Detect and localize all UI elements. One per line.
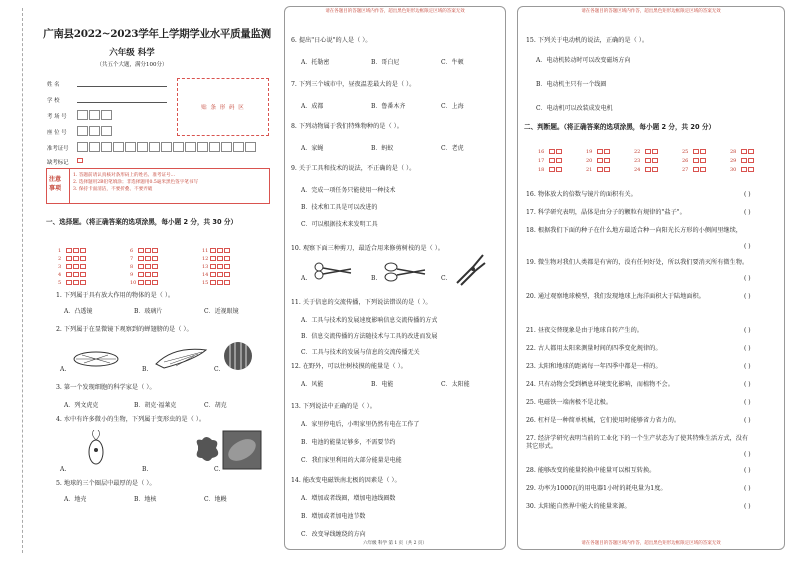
answer-blank[interactable]: ( ) <box>744 345 751 352</box>
question-4: 4. 水中有许多微小的生物，下列属于变形虫的是（ ）。 <box>56 416 206 423</box>
exam-note: （共五个大题，满分100分） <box>96 62 168 68</box>
answer-number: 22 <box>634 148 641 155</box>
exam-room-box[interactable] <box>89 110 100 120</box>
q11-option-c: C．工具与技术的发展与信息的交流传播无关 <box>301 349 420 356</box>
q10-option-a: A. <box>301 275 308 282</box>
microbe-image-b <box>192 434 222 466</box>
answer-number: 1 <box>58 247 62 254</box>
exam-room-label: 考 场 号 <box>47 114 67 120</box>
answer-sheet-1[interactable] <box>58 240 268 286</box>
answer-blank[interactable]: ( ) <box>744 191 751 198</box>
q8-option-c: C．老虎 <box>441 145 464 152</box>
middle-top-bar: 请在各题目的答题区域内作答，超出黑色矩形边框限定区域的答案无效 <box>325 9 465 14</box>
answer-row[interactable] <box>634 141 659 155</box>
question-6: 6. 提出"日心说"的人是（ ）。 <box>291 37 372 44</box>
answer-row[interactable] <box>202 264 231 278</box>
answer-number: 24 <box>634 166 641 173</box>
answer-row[interactable] <box>58 248 87 262</box>
right-footer-bar: 请在各题目的答题区域内作答，超出黑色矩形边框限定区域的答案无效 <box>581 541 721 546</box>
q12-option-c: C．太阳能 <box>441 381 470 388</box>
q10-option-c: C. <box>441 275 448 282</box>
question-9: 9. 关于工具和技术的说法，不正确的是（ ）。 <box>291 165 416 172</box>
answer-number: 25 <box>682 148 689 155</box>
statement-18: 18. 根据我们下面的种子在什么地方最适合种一向阳光长方形的小侧间里继续， <box>526 227 742 234</box>
question-14: 14. 能改变电磁铁南北极的因素是（ ）。 <box>291 477 401 484</box>
q2-option-c: C. <box>214 366 221 373</box>
binding-line <box>22 8 23 553</box>
q11-option-b: B．信息交流传播的方法随技术与工具的改进而发展 <box>301 333 438 340</box>
q8-option-a: A．家蝇 <box>301 145 324 152</box>
wing-image-b <box>154 344 210 370</box>
exam-title: 广南县2022~2023学年上学期学业水平质量监测 <box>43 28 271 40</box>
section1-title: 一、选择题。（将正确答案的选项涂黑，每小题 2 分，共 30 分） <box>46 218 238 226</box>
answer-blank[interactable]: ( ) <box>744 243 751 250</box>
answer-row[interactable] <box>634 159 659 173</box>
answer-row[interactable] <box>586 141 611 155</box>
question-10: 10. 观察下面三种剪刀，最适合用来修剪树枝的是（ ）。 <box>291 245 444 252</box>
answer-number: 9 <box>130 271 134 278</box>
ticket-label: 准考证号 <box>47 146 69 152</box>
answer-blank[interactable]: ( ) <box>744 399 751 406</box>
answer-row[interactable] <box>58 256 87 270</box>
q2-option-b: B. <box>142 366 149 373</box>
q5-option-a: A．地壳 <box>64 496 87 503</box>
answer-bubble[interactable] <box>224 280 230 285</box>
answer-number: 11 <box>202 247 209 254</box>
answer-row[interactable] <box>730 159 755 173</box>
statement-20: 20. 通过观察地球模型，我们发现地球上海洋面积大于陆地面积。 <box>526 293 705 300</box>
q6-option-c: C．牛顿 <box>441 59 464 66</box>
answer-blank[interactable]: ( ) <box>744 327 751 334</box>
notice-box <box>46 168 270 204</box>
seat-box[interactable] <box>89 126 100 136</box>
answer-number: 16 <box>538 148 545 155</box>
answer-sheet-2[interactable] <box>538 141 778 177</box>
question-1: 1. 下列属于具有放大作用的物体的是（ ）。 <box>56 292 175 299</box>
statement-27: 27. 经济学研究表明当前的工业化下的一个生产状态为了使其特殊生活方式，没有其它形式。 <box>526 435 749 450</box>
question-2: 2. 下列属于在显微镜下观察到的蝉翅膀的是（ ）。 <box>56 326 193 333</box>
answer-number: 4 <box>58 271 62 278</box>
answer-bubble[interactable] <box>80 280 86 285</box>
answer-bubble[interactable] <box>741 167 747 172</box>
answer-number: 26 <box>682 157 689 164</box>
answer-row[interactable] <box>202 240 231 254</box>
statement-24: 24. 只有动物会受到栖息环境变化影响，而植物不会。 <box>526 381 674 388</box>
answer-number: 30 <box>730 166 737 173</box>
exam-room-box[interactable] <box>77 110 88 120</box>
q6-option-a: A．托勒密 <box>301 59 330 66</box>
q1-option-a: A．凸透镜 <box>64 308 93 315</box>
answer-row[interactable] <box>682 159 707 173</box>
answer-blank[interactable]: ( ) <box>744 275 751 282</box>
answer-row[interactable] <box>58 240 87 254</box>
answer-number: 2 <box>58 255 62 262</box>
statement-22: 22. 古人都用太阳来测量时间的四季变化规律的。 <box>526 345 662 352</box>
q15-option-a: A．电动机转动时可以改变磁场方向 <box>536 57 631 64</box>
answer-number: 18 <box>538 166 545 173</box>
answer-row[interactable] <box>682 141 707 155</box>
answer-row[interactable] <box>130 240 159 254</box>
question-5: 5. 地球的三个圈层中最厚的是（ ）。 <box>56 480 156 487</box>
q14-option-b: B．增加或者加电池节数 <box>301 513 366 520</box>
q5-option-c: C．地幔 <box>204 496 227 503</box>
answer-row[interactable] <box>538 159 563 173</box>
q6-option-b: B．哥白尼 <box>371 59 400 66</box>
answer-row[interactable] <box>586 150 611 164</box>
q3-option-b: B．胡克·福莱克 <box>134 402 177 409</box>
question-7: 7. 下列三个城市中，昼夜温差最大的是（ ）。 <box>291 81 416 88</box>
answer-bubble[interactable] <box>604 167 610 172</box>
q13-option-c: C．我们家里利用的大部分能量是电能 <box>301 457 402 464</box>
answer-bubble[interactable] <box>73 280 79 285</box>
q3-option-c: C．胡克 <box>204 402 227 409</box>
q9-option-c: C．可以根据技术来发明工具 <box>301 221 378 228</box>
answer-row[interactable] <box>130 256 159 270</box>
answer-row[interactable] <box>202 256 231 270</box>
notice-label: 注意 事项 <box>49 176 62 192</box>
answer-number: 14 <box>202 271 209 278</box>
barcode-label: 贴 条 形 码 区 <box>201 105 245 111</box>
answer-row[interactable] <box>730 141 755 155</box>
answer-bubble[interactable] <box>217 280 223 285</box>
answer-number: 5 <box>58 279 62 286</box>
answer-blank[interactable]: ( ) <box>744 451 751 458</box>
q12-option-a: A．风能 <box>301 381 324 388</box>
q14-option-a: A．增加或者线圈，增加电池线圈数 <box>301 495 396 502</box>
answer-bubble[interactable] <box>210 280 216 285</box>
answer-blank[interactable]: ( ) <box>744 503 751 510</box>
binding-note <box>2 150 20 190</box>
answer-bubble[interactable] <box>748 167 754 172</box>
answer-number: 10 <box>130 279 137 286</box>
q1-option-b: B．玻璃片 <box>134 308 163 315</box>
q7-option-c: C．上海 <box>441 103 464 110</box>
question-13: 13. 下列说法中正确的是（ ）。 <box>291 403 376 410</box>
school-field[interactable] <box>77 102 167 103</box>
answer-blank[interactable]: ( ) <box>744 381 751 388</box>
exam-room-box[interactable] <box>101 110 112 120</box>
answer-blank[interactable]: ( ) <box>744 467 751 474</box>
answer-blank[interactable]: ( ) <box>744 417 751 424</box>
absent-mark-box[interactable] <box>77 158 83 163</box>
question-11: 11. 关于信息的交流传播，下列说法错误的是（ ）。 <box>291 299 432 306</box>
q15-option-c: C．电动机可以改装成发电机 <box>536 105 613 112</box>
answer-blank[interactable]: ( ) <box>744 209 751 216</box>
answer-row[interactable] <box>202 272 231 286</box>
statement-28: 28. 能够改变的能量转换中能量可以相互转换。 <box>526 467 656 474</box>
ticket-number-boxes[interactable] <box>77 142 267 152</box>
answer-number: 17 <box>538 157 545 164</box>
statement-29: 29. 功率为1000瓦的用电器1小时的耗电量为1度。 <box>526 485 667 492</box>
pruner-image-c <box>453 253 487 291</box>
answer-row[interactable] <box>130 264 159 278</box>
q9-option-b: B．技术和工具是可以改进的 <box>301 204 378 211</box>
scissors-image-b <box>383 261 427 287</box>
absent-label: 缺考标记 <box>47 160 69 166</box>
q11-option-a: A．工具与技术的发展速度影响信息交流传播的方式 <box>301 317 438 324</box>
school-label: 学 校 <box>47 98 60 104</box>
q8-option-b: B．蚂蚁 <box>371 145 394 152</box>
statement-26: 26. 杠杆是一种简单机械，它们使用时能够省力省力的。 <box>526 417 681 424</box>
statement-21: 21. 昼夜交替现象是由于地球自转产生的。 <box>526 327 643 334</box>
question-12: 12. 在野外，可以往树枝摸的能量是（ ）。 <box>291 363 407 370</box>
middle-column <box>284 6 506 550</box>
answer-row[interactable] <box>682 150 707 164</box>
answer-number: 20 <box>586 157 593 164</box>
answer-row[interactable] <box>586 159 611 173</box>
answer-number: 6 <box>130 247 134 254</box>
statement-30: 30. 太阳能自然界中能大的能量来源。 <box>526 503 631 510</box>
q7-option-a: A．成都 <box>301 103 324 110</box>
answer-number: 23 <box>634 157 641 164</box>
answer-blank[interactable]: ( ) <box>744 363 751 370</box>
answer-bubble[interactable] <box>145 280 151 285</box>
microbe-image-a <box>82 430 110 470</box>
statement-19: 19. 微生物对我们人类都是有害的，没有任何好处，所以我们要消灭所有微生物。 <box>526 259 749 266</box>
q4-option-a: A. <box>60 466 67 473</box>
seat-box[interactable] <box>101 126 112 136</box>
q13-option-a: A．家里停电后，小明家里仍然有电在工作了 <box>301 421 420 428</box>
seat-box[interactable] <box>77 126 88 136</box>
answer-bubble[interactable] <box>549 167 555 172</box>
answer-number: 15 <box>202 279 209 286</box>
answer-row[interactable] <box>538 150 563 164</box>
q12-option-b: B．电能 <box>371 381 394 388</box>
answer-bubble[interactable] <box>597 167 603 172</box>
answer-blank[interactable]: ( ) <box>744 485 751 492</box>
answer-number: 27 <box>682 166 689 173</box>
scissors-image-a <box>313 261 353 285</box>
q4-option-b: B. <box>142 466 149 473</box>
answer-bubble[interactable] <box>66 280 72 285</box>
q15-option-b: B．电动机主只有一个线圈 <box>536 81 607 88</box>
answer-row[interactable] <box>58 272 87 286</box>
question-15: 15. 下列关于电动机的说法，正确的是（ ）。 <box>526 37 649 44</box>
answer-bubble[interactable] <box>693 167 699 172</box>
q5-option-b: B．地核 <box>134 496 157 503</box>
question-8: 8. 下列动物属于我们特殊物种的是（ ）。 <box>291 123 403 130</box>
question-3: 3. 第一个发现细胞的科学家是（ ）。 <box>56 384 156 391</box>
answer-row[interactable] <box>58 264 87 278</box>
answer-bubble[interactable] <box>700 167 706 172</box>
wing-image-c <box>222 340 254 372</box>
answer-number: 19 <box>586 148 593 155</box>
answer-row[interactable] <box>130 272 159 286</box>
answer-blank[interactable]: ( ) <box>744 293 751 300</box>
q4-option-c: C. <box>214 466 221 473</box>
statement-25: 25. 电磁铁一端南极不是北极。 <box>526 399 613 406</box>
q3-option-a: A．列文虎克 <box>64 402 99 409</box>
notice-text: 1. 答题前请认真核对条形码上的姓名、准考证号... 2. 选择题用2B铅笔填涂；非选择题用0.5毫米黑色签字笔书写 3. 保持卡面清洁，不要折叠、不要弄破 <box>73 173 199 192</box>
exam-subtitle: 六年级 科学 <box>109 48 155 58</box>
answer-bubble[interactable] <box>652 167 658 172</box>
seat-label: 座 位 号 <box>47 130 67 136</box>
answer-number: 28 <box>730 148 737 155</box>
statement-17: 17. 科学研究表明，晶体是由分子的颗粒有规律的"盐子"。 <box>526 209 686 216</box>
q1-option-c: C．近视眼镜 <box>204 308 239 315</box>
answer-bubble[interactable] <box>645 167 651 172</box>
name-label: 姓 名 <box>47 82 60 88</box>
barcode-area <box>177 78 269 136</box>
q9-option-a: A．完成一项任务只能使用一种技术 <box>301 187 396 194</box>
wing-image-a <box>72 346 122 370</box>
answer-row[interactable] <box>730 150 755 164</box>
microbe-image-c <box>222 430 262 470</box>
answer-row[interactable] <box>202 248 231 262</box>
answer-bubble[interactable] <box>152 280 158 285</box>
name-field[interactable] <box>77 86 167 87</box>
q14-option-c: C．改变导线缠绕的方向 <box>301 531 366 538</box>
answer-row[interactable] <box>634 150 659 164</box>
q7-option-b: B．鲁番木齐 <box>371 103 406 110</box>
section2-title: 二、判断题。（将正确答案的选项涂黑，每小题 2 分，共 20 分） <box>524 123 716 131</box>
statement-23: 23. 太阳和地球的距离每一年四季中都是一样的。 <box>526 363 662 370</box>
answer-number: 8 <box>130 263 134 270</box>
answer-number: 7 <box>130 255 134 262</box>
statement-16: 16. 物体放大的倍数与镜片的面积有关。 <box>526 191 637 198</box>
right-top-bar: 请在各题目的答题区域内作答，超出黑色矩形边框限定区域的答案无效 <box>581 9 721 14</box>
answer-bubble[interactable] <box>556 167 562 172</box>
q2-option-a: A. <box>60 366 67 373</box>
answer-number: 13 <box>202 263 209 270</box>
answer-bubble[interactable] <box>138 280 144 285</box>
answer-row[interactable] <box>538 141 563 155</box>
answer-number: 12 <box>202 255 209 262</box>
page-footer: 六年级 科学 第 1 页（共 2 页） <box>363 541 427 546</box>
right-column <box>517 6 785 550</box>
left-column <box>42 6 272 550</box>
q13-option-b: B．电池的能量足够多，不需要节约 <box>301 439 396 446</box>
answer-number: 29 <box>730 157 737 164</box>
answer-number: 3 <box>58 263 62 270</box>
answer-row[interactable] <box>130 248 159 262</box>
answer-number: 21 <box>586 166 593 173</box>
q10-option-b: B. <box>371 275 378 282</box>
